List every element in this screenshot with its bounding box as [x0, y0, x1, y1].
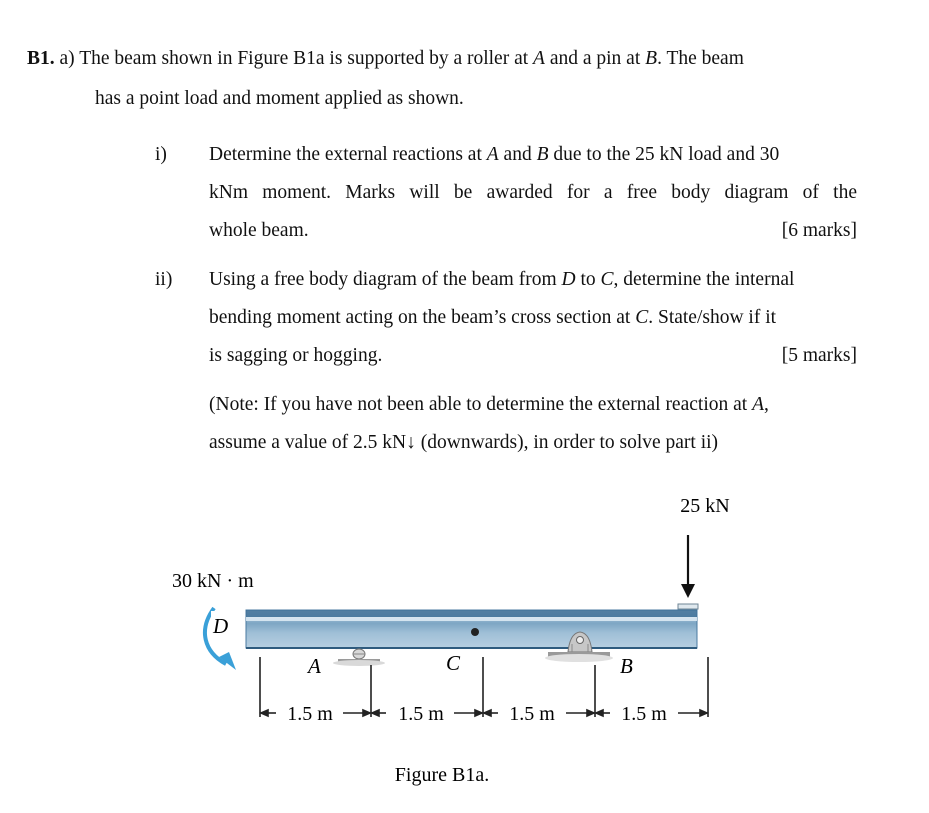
sub-ii-line3: is sagging or hogging. — [209, 345, 383, 366]
question-part: a) — [59, 48, 75, 69]
span-label: 1.5 m — [287, 703, 333, 725]
note-line2: assume a value of 2.5 kN↓ (downwards), in order to solve part ii) — [209, 432, 719, 453]
point-a-label: A — [308, 654, 321, 678]
sub-ii-marks: [5 marks] — [781, 345, 857, 366]
figure-caption: Figure B1a. — [394, 764, 490, 786]
note-line1: (Note: If you have not been able to determine the external reaction at A, — [209, 394, 769, 415]
beam — [246, 610, 697, 648]
span-label: 1.5 m — [509, 703, 555, 725]
figure-b1a — [0, 480, 929, 813]
point-d-label: D — [213, 614, 229, 638]
sub-i-marks: [6 marks] — [781, 220, 857, 241]
load-arrow — [678, 535, 698, 609]
sub-i-numeral: i) — [155, 144, 167, 165]
span-label: 1.5 m — [398, 703, 444, 725]
sub-i-line1: Determine the external reactions at A and B due to the 25 kN load and 30 — [209, 144, 780, 165]
sub-i-line2: kNm moment. Marks will be awarded for a free body diagram of the — [209, 182, 857, 203]
point-b-label: B — [620, 654, 633, 678]
sub-ii-line1: Using a free body diagram of the beam from D to C, determine the internal — [209, 269, 795, 290]
roller-support-a — [333, 649, 385, 666]
point-c-dot — [471, 628, 479, 636]
load-label: 25 kN — [680, 495, 730, 517]
question-intro-line2: has a point load and moment applied as shown. — [95, 88, 464, 109]
point-c-label: C — [446, 651, 461, 675]
point-d-marker — [211, 611, 233, 638]
span-label: 1.5 m — [621, 703, 667, 725]
sub-i-line3: whole beam. — [209, 220, 309, 241]
sub-ii-numeral: ii) — [155, 269, 173, 290]
question-intro-line1: B1. a) The beam shown in Figure B1a is supported by a roller at A and a pin at B. The beam — [27, 48, 744, 69]
moment-label: 30 kN · m — [172, 570, 254, 592]
sub-ii-line2: bending moment acting on the beam’s cross section at C. State/show if it — [209, 307, 777, 328]
question-number: B1. — [27, 48, 55, 69]
